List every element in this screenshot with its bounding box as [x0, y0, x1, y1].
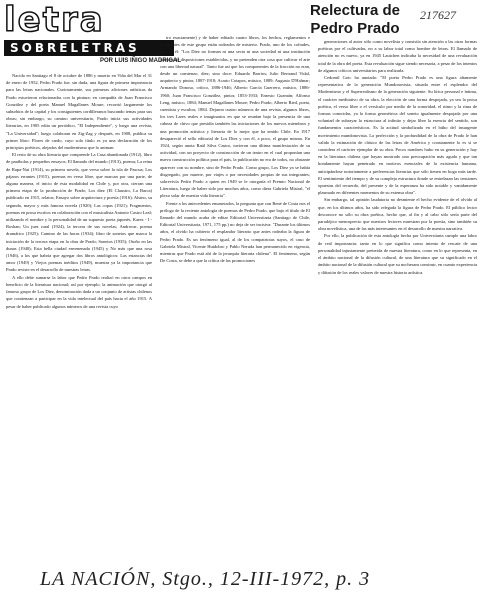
- text-column-3: [318, 38, 477, 558]
- article-title: [300, 2, 410, 38]
- text-column-2: [160, 34, 310, 542]
- paragraph: Frente a los antecedentes enumerados, la pregunta que con René de Costa nos el prólogo de la reciente antología de poemas de Pedro Prado, que bajo el título de El llamado del mundo acaba de editar Editorial Universitaria (Santiago de Chile, Editorial Universitaria, 1971, 175 pp.) no deja de ser incisiva: "Durante los últimos años, el olvido ha cubierto el resplandor literario que antes rodeaba la figura de Pedro Prado. Es un fenómeno igual, al de los compatriotas suyos, el caso de Gabriela Mistral, Vicente Huidobro y Pablo Neruda han permanecido en vigencia, mientras que Prado está ahí de la jerarquía literaria chilena". El fenómeno, según De Costa, se debe a que la crítica de las promociones: [160, 200, 310, 264]
- paragraph: tro exactamente) y de haber editado cuatro libros, los hechos, reglamentos e integrantes de este grupo están rodeados de misterio. Prado, uno de los cofrades, dijo de él: "Los Diez no forman ni una secta ni una sociedad ni una institución carecen de disposiciones establecidas, y no pretenden otra cosa que cultivar el arte con una libertad natural". Tanto fue así que los componentes de la fracción no eran, desde un comienzo, diez; sino doce: Eduardo Barrios; Julio Bertrand Vidal, arquitecto y pintor, 1887-1918; Acario Cotapos, músico, 1889; Augusto D'Halmar; Armando Donoso, crítico, 1886-1946; Alberto García Guerrero, músico, 1886-1960; Juan Francisco González, pintor, 1853-1933; Ernesto Guzmán; Alfonso Leng, músico, 1884; Manuel Magallanes Moure; Pedro Prado; Alberto Ried, poeta, cuentista y escultor, 1884. Dejaron cuatro números de una revista, algunos libros, los tres Lares reales e imaginarios en que se reunían bajo la presencia de una cabeza de chivo que presidía también las iniciaciones de los nuevos miembros y una promoción artística y literaria de lo mejor que ha tenido Chile. En 1917 desapareció el sello editorial de Los Diez y con él, a poco, el grupo mismo. En 1924, según anota Raúl Silva Castro, tuvieron una última manifestación de su actividad, con un proyecto de construcción de un teatro en el cual proponían una nueva construcción política para el país, la publicación no era de todos, no obstante aparecer con su nombre, sino de Pedro Prado. Como grupo, Los Diez ya se había disgregado, por muerte, por viajes o por necesidades propias de sus integrantes; sobrevivía Pedro Prado a quien en 1949 se le otorgaría el Premio Nacional de Literatura, luego de haber sido por muchos años, como diera Gabriela Mistral, "el plexo solar de nuestra vida literaria".: [160, 35, 310, 199]
- masthead-word: letra: [4, 0, 105, 40]
- masthead-byline: POR LUIS IÑIGO MADRIGAL: [100, 58, 181, 64]
- paragraph: El resto de su obra literaria que comprende La Casa abandonada (1912), libro de parábolas y pequeños ensayos; El llamado del mundo (1913), poema; La reina de Rapa-Nui (1914), su primera novela, que versa sobre la isla de Pascua; Los pájaros errantes (1915), poemas en verso libre, que marcan por una parte, de alguna manera, el inicio de esta modalidad en Chile y, por otra, cierran una primera etapa de la producción de Prado; Los diez (El Claustro, La Barca) publicado en 1915, relatos; Ensayo sobre arquitectura y poesía (1916); Alsino, su segunda, mayor y más famosa novela (1920); Las copas (1921); Fragmentos, poemas en prosa escritos en colaboración con el musicalista Antonio Castro Leal; utilizando el nombre y la personalidad de un supuesto poeta japonés, Karez - I - Roshan; Un juez rural (1924), la tercera de sus novelas; Androvar, poema dramático (1925); Camino de las horas (1934); libro de sonetos que marca la iniciación de la tercera etapa en la obra de Prado; Sonetos (1935); Otoño en las dunas (1940); Esta bella ciudad envenenada (1945) y No más que una rosa (1946), a los que habría que agregar dos libros antológicos: Las estancias del amor (1949) y Viejos poemas inéditos (1949), muestra ya la importancia que Prado reviste en el desarrollo de nuestras letras.: [6, 152, 152, 273]
- column-masthead: [4, 0, 181, 70]
- paragraph: generaciones al autor sólo como novelista y consistía sin atención a las otras formas poéticas por el cultivadas, no a su labor total como hombre de letras. El llamado de atención no es nuevo, ya en 1945 Lautchen indicaba la necesidad de una revaluación total de la obra del poeta. Esta revaluación sigue siendo necesaria, a pesar de los intentos de algunos críticos universitarios para realizarla.: [318, 39, 477, 73]
- handwritten-reference-number: 217627: [420, 8, 456, 22]
- masthead-section-name: SOBRELETRAS: [4, 40, 174, 56]
- paragraph: Cedomil Goic ha anotado: "El poeta Pedro Prado es una figura altamente representativa de la generación Mundonovista, situada entre el esplendor del Modernismo y el Superrealismo de la generación siguiente. Su lírica personal e íntima, el carácter meditativo de su obra, la elección de una forma despojada, ya sea la prosa poética, el verso libre o el versículo por medio de la sonoridad, el ritmo y la rima de formas conocidas, ya la forma geométrica del soneto igualmente despojada por una voluntad de subrayar la estructura al infinito y dejar libre la esencia del sentido, son fundamentos característicos. Es la actitud simbolizada en el búho del insurgente movimiento mundonovista. La perfección y la profundidad de la obra de Prado le han valido la estimación de clásico de las letras de América y constamente lo es si se considera el carácter ejemplar de su obra. Pocos nombres hubo en su generación y hay en la literatura chilena que hayan mostrado una preocupación más aguda y que tan hondamente hayan penetrado en motivos esenciales de la existencia humana, anticipándose notoriamente a preferencias literarias que sólo tienen en boga más tarde. El sentimiento del tiempo y de su compleja estructura donde se entrelazan las tensiones opuestas del recuerdo, del presente y de la esperanza ha sido notable y vanidamente plasmado en diferentes momentos de su extensa obra".: [318, 75, 477, 196]
- paragraph: Nacido en Santiago el 8 de octubre de 1886 y muerto en Viña del Mar el 31 de enero de 1952, Pedro Prado fue, sin duda, una figura de primera importancia para las letras nacionales. Curiosamente, sus primeras aficiones artísticas da Prado estuvieron relacionadas con la pintura; en compañía de Juan Francisco González y del poeta Manuel Magallanes Moure, recorrió largamente los suburbios de la capital y los consiguientes cordilleranos buscando temas para sus obras; sin embargo, su camino universitario, Prado inicia sus actividades literarias, en 1905 edita un periódico, "El Independiente", y luego una revista, "La Universidad"; luego colaboran en Zig-Zag y después, en 1908, publica su primer libro: Flores de cardo, cuyo solo título es ya una declaración de los principios poéticos, alejados del modernismo que lo animan.: [6, 73, 152, 151]
- article-title-line-1: Relectura de: [309, 2, 401, 19]
- handwritten-source-citation: LA NACIÓN, Stgo., 12-III-1972, p. 3: [40, 568, 371, 590]
- paragraph: Por ello, la publicación de esta antología hecha por Universitaria cumple una labor de real importancia: tanto en lo que significa como intento de rescate de una personalidad injustamente preterida de nuestra literatura, como en lo que representa, en el ámbito nacional de la difusión cultural, de una literatura que su significado en el ámbito nacional de la difusión cultural que su nochesam construir, en cuanto experiencia y difusión de los reales valores de nuestra historia artística.: [318, 233, 477, 275]
- paragraph: Sin embargo, tal opinión laudatoria no desmiente el hecho evidente de el olvido al que, en los últimos años, ha sido relegada la figura de Pedro Prado. El público lector desconoce no sólo su obra poética, hecho que, al fin y al cabo sólo sería parte del paradójico menosprecio que nuestros lectores muestran por la poesía, sino también su obra novelística, una de las más interesantes en el desarrollo de nuestra narrativa.: [318, 197, 477, 232]
- paragraph: A ello debe sumarse la labor que Pedro Prado realizó en otros campos en beneficio de la literatura nacional; así por ejemplo, la animación que otorgó al famoso grupo de Los Diez, denominación dada a un conjunto de artistas chilenos que comienzan a participar en la vida intelectual del país hacia el año 1915. A pesar de haber publicado algunos números de una revista cuyo: [6, 274, 152, 309]
- article-title-line-2: Pedro Prado: [310, 20, 400, 37]
- text-column-1: [6, 72, 152, 550]
